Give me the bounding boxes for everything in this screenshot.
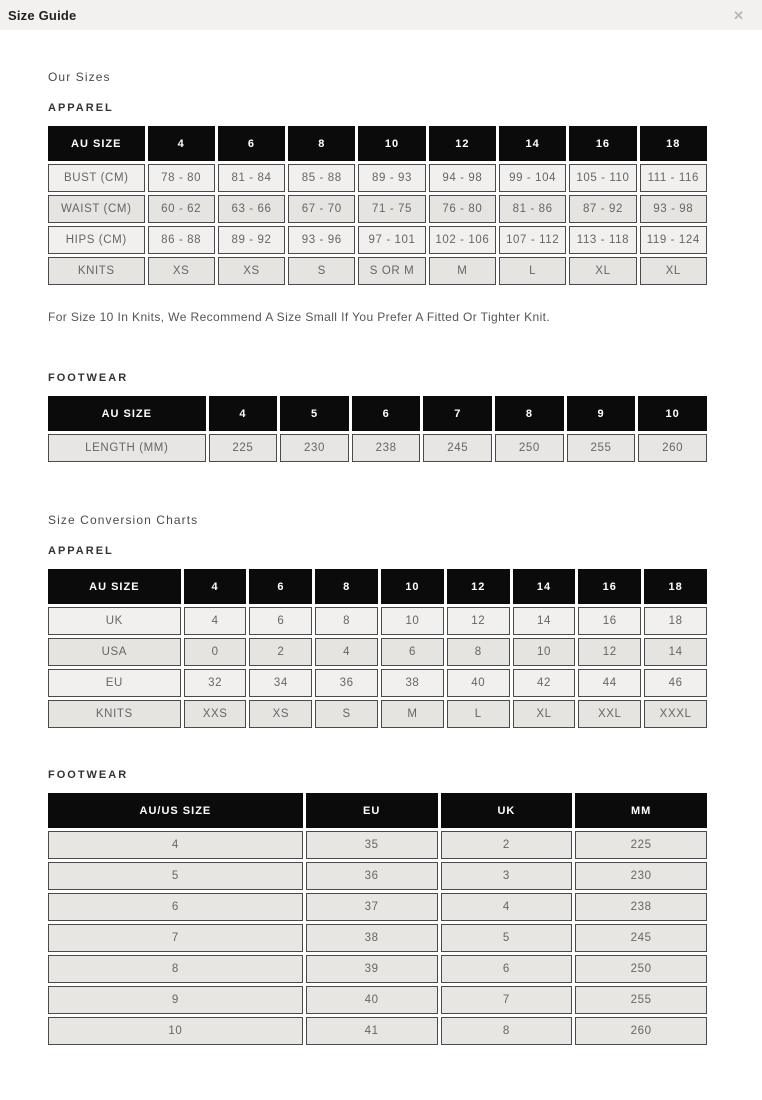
table-header-row [48, 793, 707, 828]
table-cell: 10 [48, 1017, 303, 1045]
table-cell: 255 [567, 434, 636, 462]
table-cell: 5 [48, 862, 303, 890]
table-cell: WAIST (CM) [48, 195, 145, 223]
table-cell: XL [569, 257, 636, 285]
column-header: AU SIZE [48, 396, 206, 431]
column-header: 6 [352, 396, 421, 431]
apparel-conversion-table [48, 566, 713, 731]
table-cell: 4 [315, 638, 378, 666]
table-cell: 102 - 106 [429, 226, 496, 254]
table-cell: KNITS [48, 257, 145, 285]
table-cell: 78 - 80 [148, 164, 215, 192]
table-row [48, 955, 707, 983]
table-cell: 67 - 70 [288, 195, 355, 223]
table-cell: 245 [575, 924, 707, 952]
table-cell: 12 [447, 607, 510, 635]
table-row [48, 986, 707, 1014]
footwear-conversion-table [48, 790, 713, 1048]
column-header: 4 [209, 396, 278, 431]
size-guide-content [0, 70, 762, 1048]
table-cell: 8 [315, 607, 378, 635]
table-cell: 255 [575, 986, 707, 1014]
modal-title: Size Guide [8, 7, 77, 23]
column-header: 6 [249, 569, 312, 604]
table-cell: 12 [578, 638, 641, 666]
table-cell: 81 - 86 [499, 195, 566, 223]
table-cell: L [447, 700, 510, 728]
table-cell: 238 [352, 434, 421, 462]
table-cell: 6 [48, 893, 303, 921]
table-cell: 3 [441, 862, 573, 890]
table-cell: 34 [249, 669, 312, 697]
column-header: 7 [423, 396, 492, 431]
table-cell: 4 [184, 607, 247, 635]
column-header: 8 [288, 126, 355, 161]
conversion-heading: Size Conversion Charts [48, 513, 199, 527]
table-cell: 7 [48, 924, 303, 952]
table-cell: 40 [447, 669, 510, 697]
table-cell: L [499, 257, 566, 285]
table-cell: HIPS (CM) [48, 226, 145, 254]
table-row [48, 195, 707, 223]
size-table [45, 566, 710, 731]
table-cell: 6 [441, 955, 573, 983]
table-cell: 89 - 93 [358, 164, 425, 192]
table-cell: 225 [209, 434, 278, 462]
table-cell: 71 - 75 [358, 195, 425, 223]
column-header: 18 [640, 126, 707, 161]
table-cell: 44 [578, 669, 641, 697]
column-header: 4 [184, 569, 247, 604]
table-row [48, 164, 707, 192]
table-cell: 260 [575, 1017, 707, 1045]
column-header: 10 [381, 569, 444, 604]
column-header: AU SIZE [48, 569, 181, 604]
column-header: 14 [513, 569, 576, 604]
table-cell: XXS [184, 700, 247, 728]
header-bar [0, 0, 762, 30]
table-cell: 39 [306, 955, 438, 983]
table-cell: 86 - 88 [148, 226, 215, 254]
table-cell: 245 [423, 434, 492, 462]
table-cell: 225 [575, 831, 707, 859]
table-row [48, 226, 707, 254]
column-header: 9 [567, 396, 636, 431]
table-cell: 7 [441, 986, 573, 1014]
table-cell: 8 [447, 638, 510, 666]
table-cell: 40 [306, 986, 438, 1014]
knits-note: For Size 10 In Knits, We Recommend A Size Small If You Prefer A Fitted Or Tighter Knit. [48, 310, 551, 324]
table-cell: 5 [441, 924, 573, 952]
table-cell: 36 [306, 862, 438, 890]
column-header: 10 [638, 396, 707, 431]
table-cell: M [381, 700, 444, 728]
table-cell: 37 [306, 893, 438, 921]
column-header: AU/US SIZE [48, 793, 303, 828]
table-cell: 119 - 124 [640, 226, 707, 254]
footwear-sizes-table [48, 393, 713, 465]
table-cell: 97 - 101 [358, 226, 425, 254]
table-cell: 94 - 98 [429, 164, 496, 192]
table-cell: EU [48, 669, 181, 697]
table-cell: 42 [513, 669, 576, 697]
apparel-conversion-label: APPAREL [48, 545, 114, 557]
table-cell: M [429, 257, 496, 285]
table-cell: 32 [184, 669, 247, 697]
table-cell: USA [48, 638, 181, 666]
table-row [48, 669, 707, 697]
table-cell: 260 [638, 434, 707, 462]
table-cell: 238 [575, 893, 707, 921]
table-cell: 2 [249, 638, 312, 666]
column-header: 10 [358, 126, 425, 161]
table-cell: 81 - 84 [218, 164, 285, 192]
table-cell: 60 - 62 [148, 195, 215, 223]
column-header: 6 [218, 126, 285, 161]
table-cell: 8 [441, 1017, 573, 1045]
table-cell: 35 [306, 831, 438, 859]
table-cell: S [288, 257, 355, 285]
column-header: MM [575, 793, 707, 828]
table-row [48, 862, 707, 890]
table-cell: 89 - 92 [218, 226, 285, 254]
table-cell: S [315, 700, 378, 728]
footwear-sizes-label: FOOTWEAR [48, 372, 129, 384]
table-cell: XL [640, 257, 707, 285]
column-header: 5 [280, 396, 349, 431]
column-header: 8 [315, 569, 378, 604]
table-row [48, 257, 707, 285]
table-cell: XXL [578, 700, 641, 728]
table-cell: 36 [315, 669, 378, 697]
apparel-sizes-label: APPAREL [48, 102, 114, 114]
table-cell: 230 [280, 434, 349, 462]
table-cell: 99 - 104 [499, 164, 566, 192]
apparel-sizes-table [48, 123, 713, 288]
table-cell: 105 - 110 [569, 164, 636, 192]
table-cell: 113 - 118 [569, 226, 636, 254]
table-cell: KNITS [48, 700, 181, 728]
table-row [48, 924, 707, 952]
table-cell: 250 [575, 955, 707, 983]
table-cell: 8 [48, 955, 303, 983]
column-header: 16 [578, 569, 641, 604]
table-cell: XS [218, 257, 285, 285]
footwear-conversion-label: FOOTWEAR [48, 769, 129, 781]
size-table [45, 123, 710, 288]
table-cell: 10 [381, 607, 444, 635]
column-header: UK [441, 793, 573, 828]
table-header-row [48, 569, 707, 604]
table-cell: 6 [249, 607, 312, 635]
table-cell: 63 - 66 [218, 195, 285, 223]
table-cell: 9 [48, 986, 303, 1014]
table-cell: LENGTH (MM) [48, 434, 206, 462]
table-row [48, 638, 707, 666]
table-row [48, 1017, 707, 1045]
table-cell: 76 - 80 [429, 195, 496, 223]
table-cell: 14 [513, 607, 576, 635]
column-header: 18 [644, 569, 707, 604]
table-cell: 38 [306, 924, 438, 952]
table-cell: 85 - 88 [288, 164, 355, 192]
table-cell: XL [513, 700, 576, 728]
table-cell: 250 [495, 434, 564, 462]
table-cell: 230 [575, 862, 707, 890]
table-cell: 10 [513, 638, 576, 666]
size-table [45, 393, 710, 465]
table-cell: XXXL [644, 700, 707, 728]
table-cell: S OR M [358, 257, 425, 285]
table-row [48, 893, 707, 921]
table-cell: 14 [644, 638, 707, 666]
column-header: 12 [429, 126, 496, 161]
table-cell: UK [48, 607, 181, 635]
table-cell: 0 [184, 638, 247, 666]
table-cell: XS [249, 700, 312, 728]
table-cell: 2 [441, 831, 573, 859]
table-cell: 93 - 98 [640, 195, 707, 223]
column-header: 12 [447, 569, 510, 604]
column-header: 8 [495, 396, 564, 431]
table-cell: 4 [441, 893, 573, 921]
table-cell: BUST (CM) [48, 164, 145, 192]
table-cell: XS [148, 257, 215, 285]
table-cell: 107 - 112 [499, 226, 566, 254]
table-cell: 93 - 96 [288, 226, 355, 254]
column-header: AU SIZE [48, 126, 145, 161]
table-cell: 111 - 116 [640, 164, 707, 192]
our-sizes-heading: Our Sizes [48, 70, 111, 84]
column-header: 4 [148, 126, 215, 161]
table-cell: 16 [578, 607, 641, 635]
size-table [45, 790, 710, 1048]
table-cell: 38 [381, 669, 444, 697]
table-row [48, 607, 707, 635]
close-icon[interactable]: ✕ [729, 7, 748, 24]
table-header-row [48, 126, 707, 161]
column-header: 14 [499, 126, 566, 161]
column-header: EU [306, 793, 438, 828]
table-cell: 41 [306, 1017, 438, 1045]
column-header: 16 [569, 126, 636, 161]
table-row [48, 831, 707, 859]
table-cell: 4 [48, 831, 303, 859]
table-header-row [48, 396, 707, 431]
table-row [48, 700, 707, 728]
table-row [48, 434, 707, 462]
table-cell: 46 [644, 669, 707, 697]
table-cell: 6 [381, 638, 444, 666]
table-cell: 87 - 92 [569, 195, 636, 223]
table-cell: 18 [644, 607, 707, 635]
